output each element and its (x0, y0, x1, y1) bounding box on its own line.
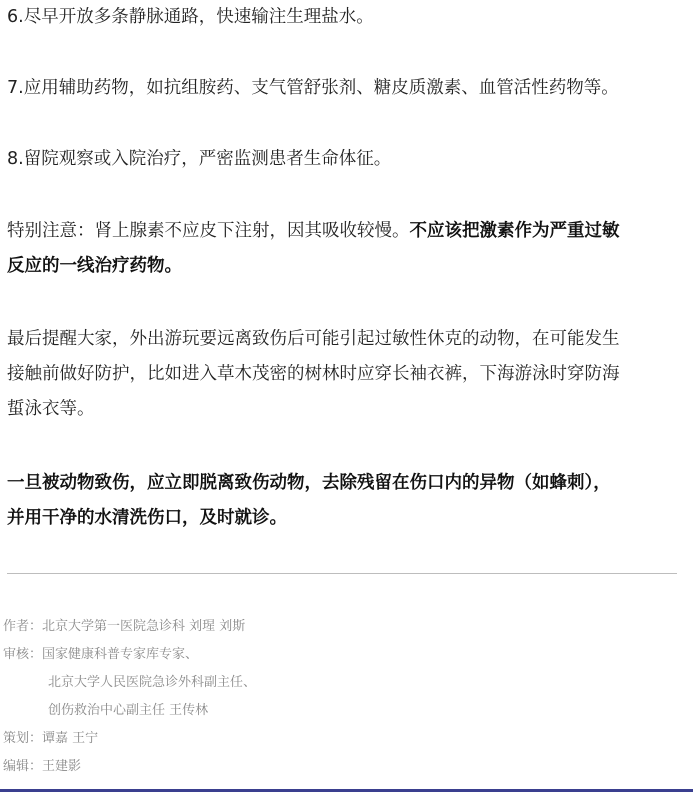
reminder-line-3: 蜇泳衣等。 (7, 399, 95, 419)
step-7-paragraph (7, 71, 619, 106)
special-note-text: 特别注意：肾上腺素不应皮下注射，因其吸收较慢。 (7, 221, 410, 241)
credit-reviewer-3: 创伤救治中心副主任 王传林 (48, 703, 209, 718)
step-7-text: 7.应用辅助药物，如抗组胺药、支气管舒张剂、糖皮质激素、血管活性药物等。 (7, 78, 619, 98)
credit-reviewer-1: 审核：国家健康科普专家库专家、 (3, 647, 199, 662)
credits-block (3, 613, 256, 781)
reminder-line-2: 接触前做好防护，比如进入草木茂密的树林时应穿长袖衣裤，下海游泳时穿防海 (7, 364, 620, 384)
final-advice-line-2: 并用干净的水清洗伤口，及时就诊。 (7, 508, 287, 528)
reminder-line-1: 最后提醒大家，外出游玩要远离致伤后可能引起过敏性休克的动物，在可能发生 (7, 329, 620, 349)
step-8-text: 8.留院观察或入院治疗，严密监测患者生命体征。 (7, 149, 392, 169)
credit-reviewer-2: 北京大学人民医院急诊外科副主任、 (48, 675, 257, 690)
step-8-paragraph (7, 142, 391, 177)
credit-author: 作者：北京大学第一医院急诊科 刘瑆 刘斯 (3, 619, 246, 634)
step-6-paragraph (7, 0, 374, 35)
section-divider (7, 573, 677, 574)
special-note-bold-text-cont: 反应的一线治疗药物。 (7, 256, 182, 276)
credit-planner: 策划：谭嘉 王宁 (3, 731, 99, 746)
final-advice-line-1: 一旦被动物致伤，应立即脱离致伤动物，去除残留在伤口内的异物（如蜂刺）， (7, 473, 611, 493)
step-6-text: 6.尽早开放多条静脉通路，快速输注生理盐水。 (7, 7, 374, 27)
reminder-paragraph (7, 322, 620, 427)
special-note-bold-text: 不应该把激素作为严重过敏 (409, 221, 620, 241)
special-note-paragraph (7, 214, 620, 284)
final-advice-paragraph (7, 466, 611, 536)
credit-editor: 编辑：王建影 (3, 759, 82, 774)
